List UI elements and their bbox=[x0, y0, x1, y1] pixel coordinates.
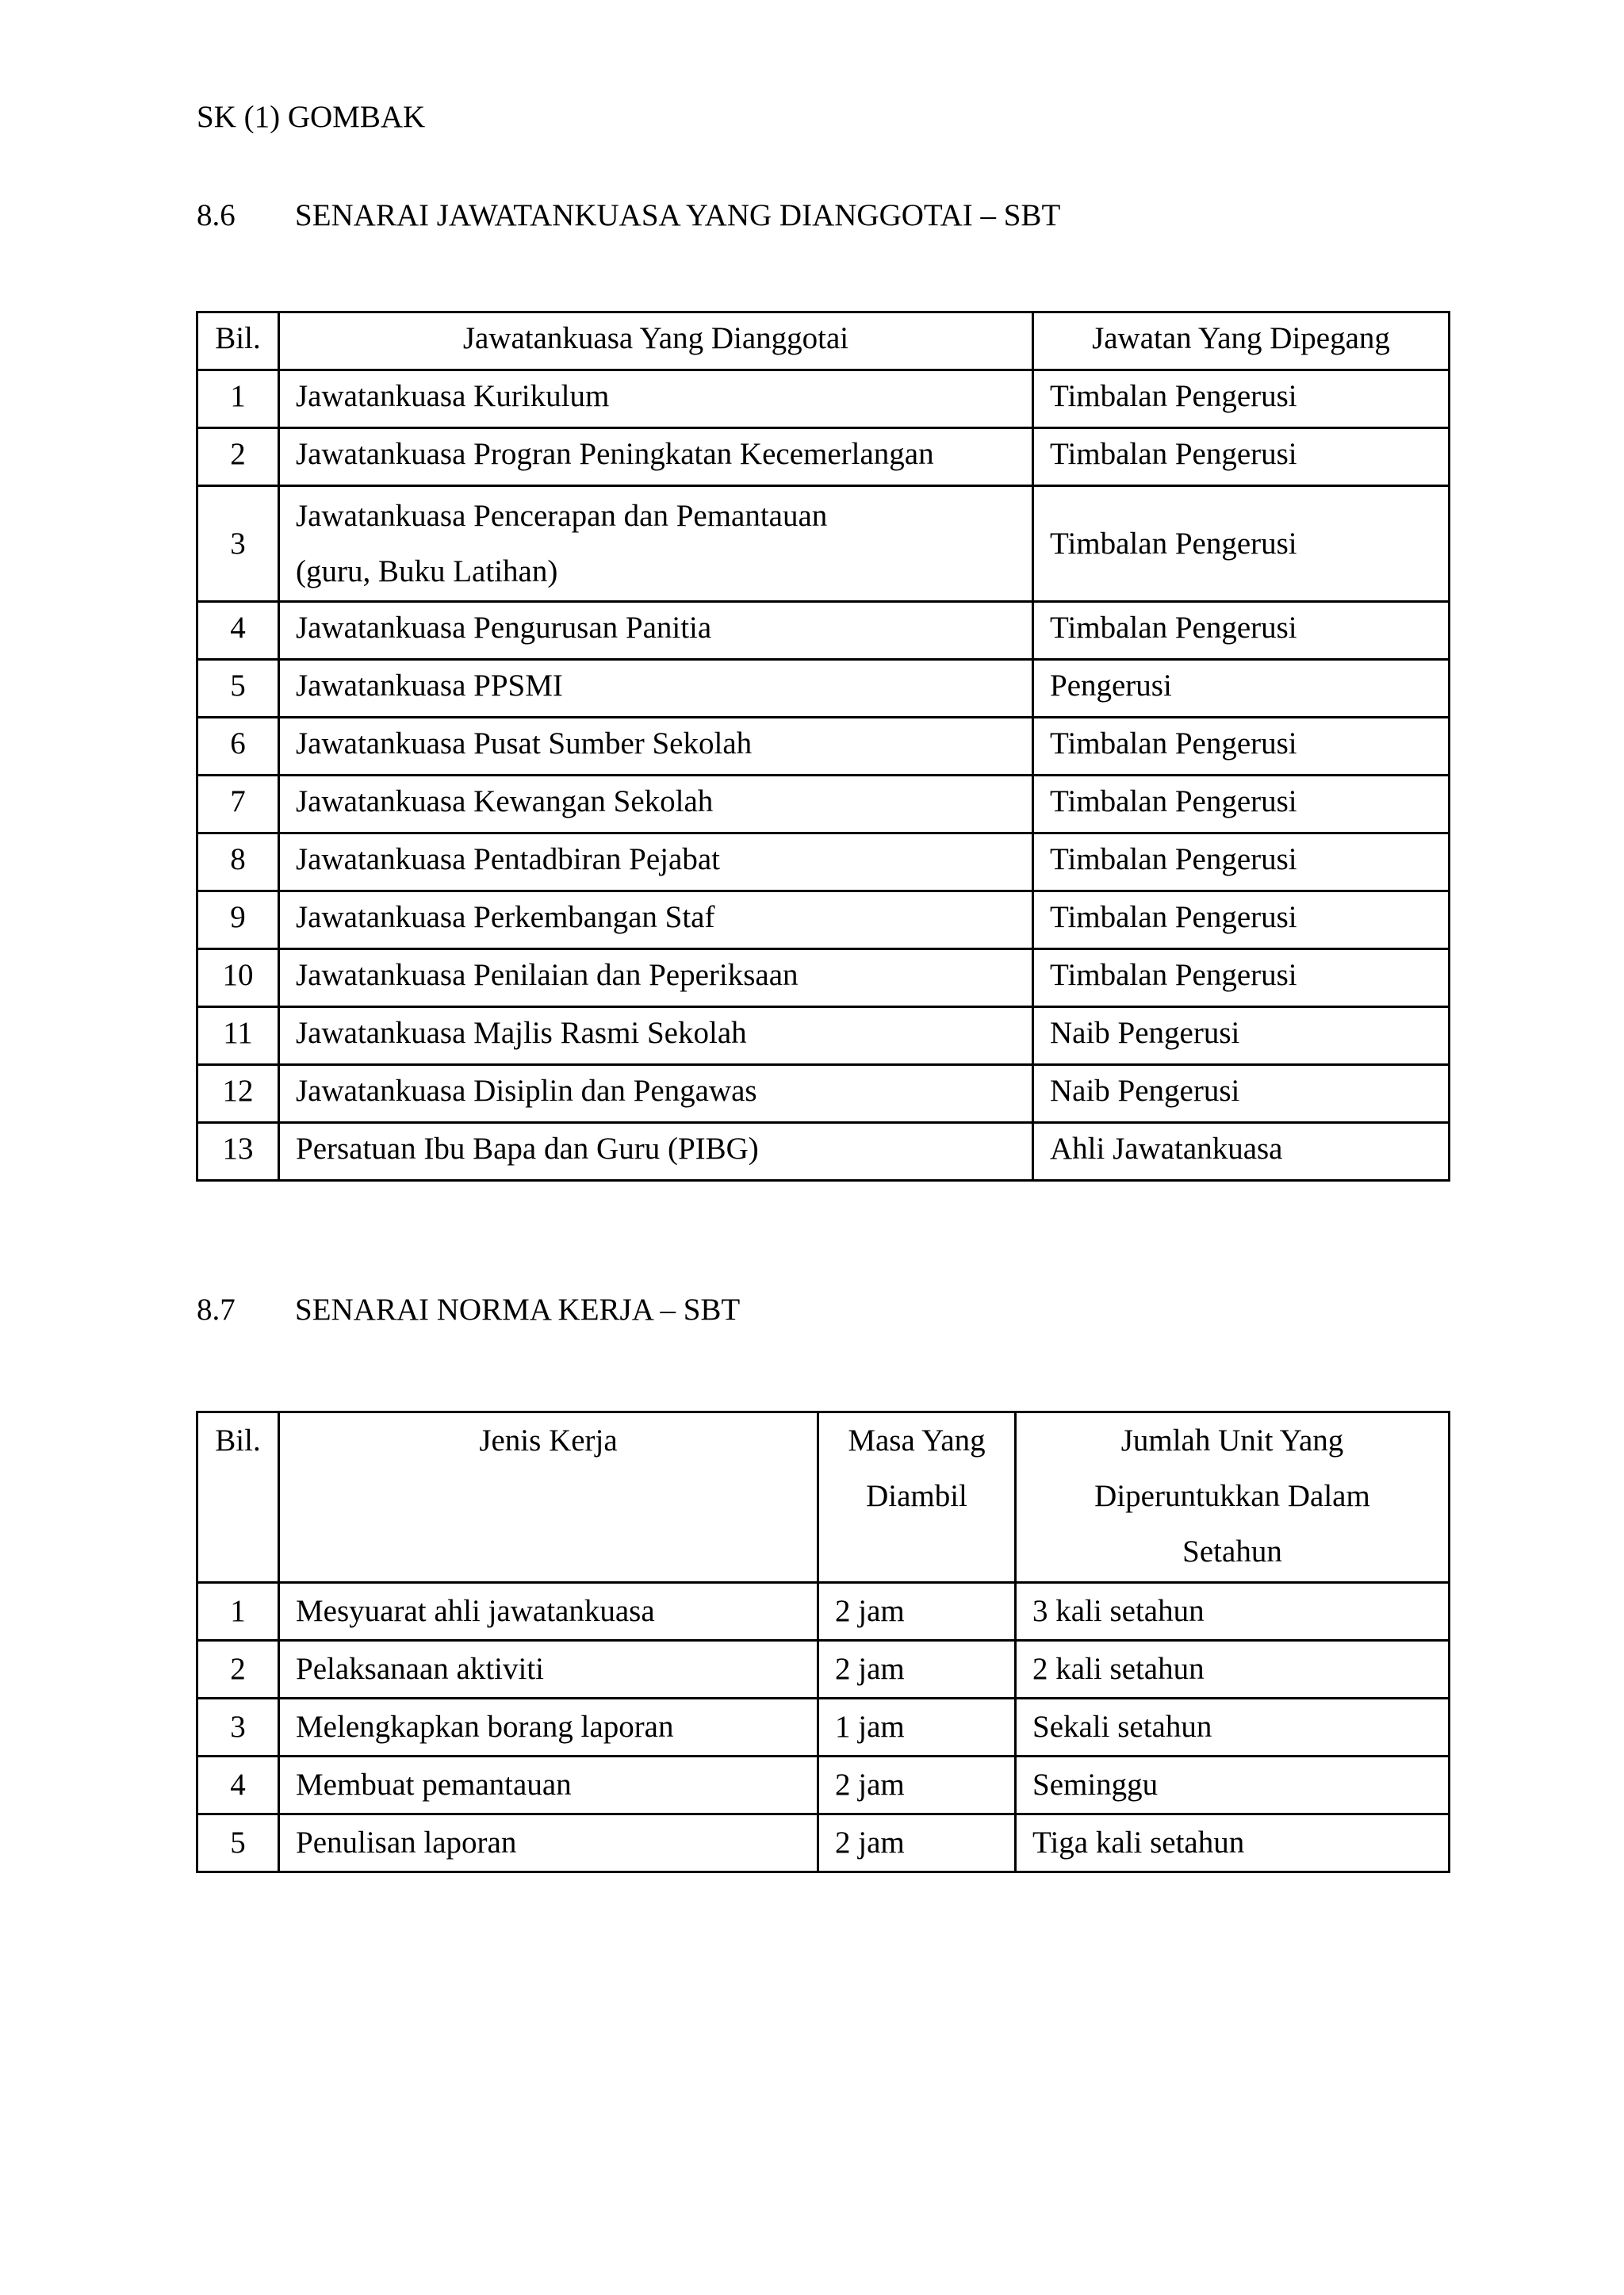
row-number: 5 bbox=[197, 1814, 279, 1872]
work-type: Pelaksanaan aktiviti bbox=[279, 1641, 818, 1699]
header-line: Jumlah Unit Yang bbox=[1120, 1423, 1344, 1458]
row-number: 4 bbox=[197, 1757, 279, 1814]
time-taken: 2 jam bbox=[818, 1814, 1016, 1872]
units-per-year: Tiga kali setahun bbox=[1016, 1814, 1450, 1872]
table-row bbox=[197, 1641, 1450, 1699]
table-row bbox=[197, 718, 1450, 776]
committee-name: Jawatankuasa Disiplin dan Pengawas bbox=[279, 1065, 1033, 1123]
work-type: Membuat pemantauan bbox=[279, 1757, 818, 1814]
position-held: Timbalan Pengerusi bbox=[1033, 602, 1450, 660]
table-header-row bbox=[197, 312, 1450, 370]
committee-name: Jawatankuasa Pusat Sumber Sekolah bbox=[279, 718, 1033, 776]
table-row bbox=[197, 486, 1450, 602]
units-per-year: Sekali setahun bbox=[1016, 1699, 1450, 1757]
row-number: 2 bbox=[197, 1641, 279, 1699]
section-number: 8.6 bbox=[197, 198, 236, 232]
header-line: Diperuntukkan Dalam bbox=[1094, 1479, 1370, 1513]
units-per-year: Seminggu bbox=[1016, 1757, 1450, 1814]
row-number: 3 bbox=[197, 486, 279, 602]
section-number: 8.7 bbox=[197, 1293, 236, 1327]
section-heading-8-7 bbox=[197, 1286, 740, 1334]
table-row bbox=[197, 891, 1450, 949]
position-held: Timbalan Pengerusi bbox=[1033, 718, 1450, 776]
header-line: Diambil bbox=[866, 1479, 967, 1513]
section-heading-8-6 bbox=[197, 192, 1060, 239]
header-line: Masa Yang bbox=[848, 1423, 986, 1458]
section-title: SENARAI NORMA KERJA – SBT bbox=[295, 1293, 741, 1327]
table-row bbox=[197, 1007, 1450, 1065]
column-header-committee: Jawatankuasa Yang Dianggotai bbox=[279, 312, 1033, 370]
section-title: SENARAI JAWATANKUASA YANG DIANGGOTAI – SBT bbox=[295, 198, 1061, 232]
table-row bbox=[197, 370, 1450, 428]
row-number: 10 bbox=[197, 949, 279, 1007]
committee-name: Jawatankuasa Pentadbiran Pejabat bbox=[279, 833, 1033, 891]
column-header-bil: Bil. bbox=[197, 312, 279, 370]
row-number: 4 bbox=[197, 602, 279, 660]
row-number: 6 bbox=[197, 718, 279, 776]
table-row bbox=[197, 602, 1450, 660]
row-number: 13 bbox=[197, 1123, 279, 1181]
committee-name: Jawatankuasa Kurikulum bbox=[279, 370, 1033, 428]
committee-name: Jawatankuasa Perkembangan Staf bbox=[279, 891, 1033, 949]
row-number: 7 bbox=[197, 776, 279, 833]
position-held: Timbalan Pengerusi bbox=[1033, 486, 1450, 602]
table-row bbox=[197, 1699, 1450, 1757]
table-row bbox=[197, 1583, 1450, 1641]
committee-name: Jawatankuasa Pengurusan Panitia bbox=[279, 602, 1033, 660]
committee-name: Jawatankuasa PPSMI bbox=[279, 660, 1033, 718]
table-row bbox=[197, 428, 1450, 486]
position-held: Timbalan Pengerusi bbox=[1033, 428, 1450, 486]
table-row bbox=[197, 833, 1450, 891]
position-held: Naib Pengerusi bbox=[1033, 1065, 1450, 1123]
position-held: Timbalan Pengerusi bbox=[1033, 949, 1450, 1007]
time-taken: 1 jam bbox=[818, 1699, 1016, 1757]
committee-name: Jawatankuasa Penilaian dan Peperiksaan bbox=[279, 949, 1033, 1007]
units-per-year: 2 kali setahun bbox=[1016, 1641, 1450, 1699]
time-taken: 2 jam bbox=[818, 1583, 1016, 1641]
committee-name-line1: Jawatankuasa Pencerapan dan Pemantauan bbox=[296, 498, 828, 533]
table-row bbox=[197, 1065, 1450, 1123]
table-row bbox=[197, 776, 1450, 833]
row-number: 9 bbox=[197, 891, 279, 949]
work-type: Mesyuarat ahli jawatankuasa bbox=[279, 1583, 818, 1641]
row-number: 2 bbox=[197, 428, 279, 486]
position-held: Timbalan Pengerusi bbox=[1033, 891, 1450, 949]
row-number: 12 bbox=[197, 1065, 279, 1123]
row-number: 3 bbox=[197, 1699, 279, 1757]
committee-name-line2: (guru, Buku Latihan) bbox=[296, 554, 558, 588]
committee-name: Jawatankuasa Kewangan Sekolah bbox=[279, 776, 1033, 833]
position-held: Ahli Jawatankuasa bbox=[1033, 1123, 1450, 1181]
committee-name: Persatuan Ibu Bapa dan Guru (PIBG) bbox=[279, 1123, 1033, 1181]
table-row bbox=[197, 660, 1450, 718]
position-held: Timbalan Pengerusi bbox=[1033, 833, 1450, 891]
row-number: 11 bbox=[197, 1007, 279, 1065]
position-held: Timbalan Pengerusi bbox=[1033, 370, 1450, 428]
work-type: Penulisan laporan bbox=[279, 1814, 818, 1872]
column-header-bil: Bil. bbox=[197, 1412, 279, 1583]
work-type: Melengkapkan borang laporan bbox=[279, 1699, 818, 1757]
committee-table bbox=[196, 311, 1450, 1182]
column-header-position: Jawatan Yang Dipegang bbox=[1033, 312, 1450, 370]
header-line: Setahun bbox=[1182, 1534, 1282, 1569]
school-header: SK (1) GOMBAK bbox=[197, 100, 426, 134]
position-held: Timbalan Pengerusi bbox=[1033, 776, 1450, 833]
table-row bbox=[197, 1123, 1450, 1181]
column-header-work-type: Jenis Kerja bbox=[279, 1412, 818, 1583]
committee-name: Jawatankuasa Majlis Rasmi Sekolah bbox=[279, 1007, 1033, 1065]
table-header-row bbox=[197, 1412, 1450, 1583]
time-taken: 2 jam bbox=[818, 1757, 1016, 1814]
row-number: 1 bbox=[197, 1583, 279, 1641]
committee-name: Jawatankuasa Progran Peningkatan Kecemerlangan bbox=[279, 428, 1033, 486]
row-number: 8 bbox=[197, 833, 279, 891]
column-header-time-taken bbox=[818, 1412, 1016, 1583]
table-row bbox=[197, 1757, 1450, 1814]
table-row bbox=[197, 949, 1450, 1007]
position-held: Pengerusi bbox=[1033, 660, 1450, 718]
table-row bbox=[197, 1814, 1450, 1872]
work-norms-table bbox=[196, 1411, 1450, 1873]
position-held: Naib Pengerusi bbox=[1033, 1007, 1450, 1065]
row-number: 5 bbox=[197, 660, 279, 718]
units-per-year: 3 kali setahun bbox=[1016, 1583, 1450, 1641]
committee-name bbox=[279, 486, 1033, 602]
row-number: 1 bbox=[197, 370, 279, 428]
column-header-units-per-year bbox=[1016, 1412, 1450, 1583]
time-taken: 2 jam bbox=[818, 1641, 1016, 1699]
